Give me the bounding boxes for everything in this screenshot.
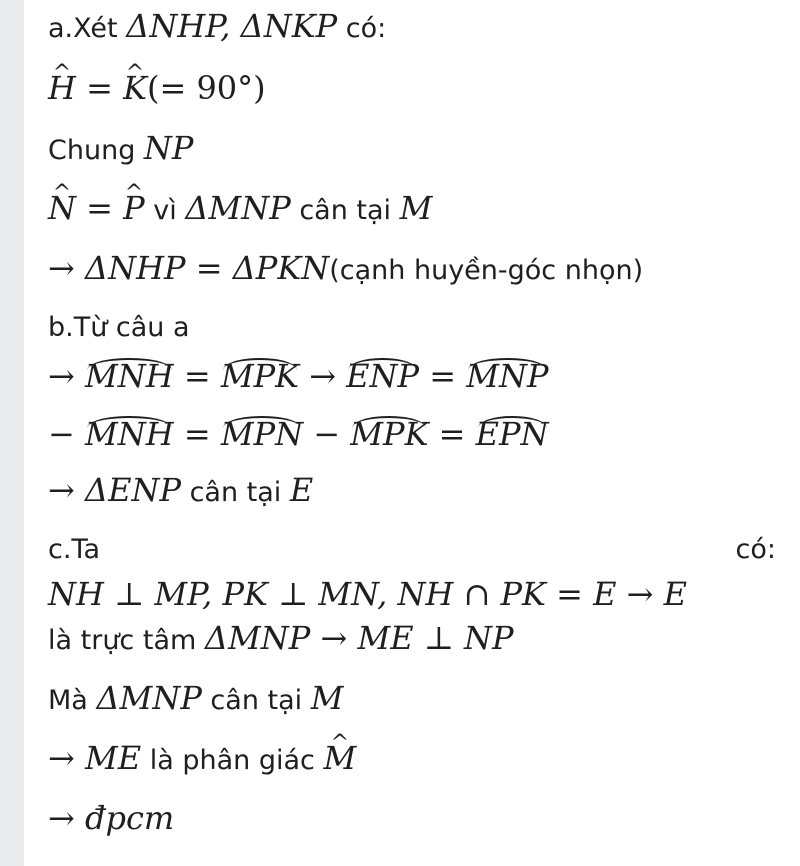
angle-arc: MPN <box>220 415 304 453</box>
math: NP <box>143 129 194 167</box>
line-angle-n-p <box>48 188 776 231</box>
line-angle-arcs-2 <box>48 414 776 457</box>
math: NH ⊥ MP, PK ⊥ MN, NH ∩ PK = E → E <box>48 575 687 613</box>
math: → <box>48 799 85 837</box>
angle-arc: EPN <box>475 415 549 453</box>
angle-arc: MNH <box>84 357 174 395</box>
line-part-b-header <box>48 308 776 348</box>
line-angle-arcs-1 <box>48 356 776 399</box>
math: = <box>419 357 467 395</box>
text: a.Xét <box>48 13 127 44</box>
text: có: <box>337 13 387 44</box>
math: = <box>173 357 221 395</box>
math: M <box>399 189 433 227</box>
angle-arc: MPK <box>350 415 429 453</box>
line-orthocenter <box>48 618 776 661</box>
math: → <box>48 357 85 395</box>
math: ΔMNP <box>96 679 202 717</box>
math: M <box>310 679 344 717</box>
line-isosceles-mnp <box>48 678 776 721</box>
angle-n: ^ N <box>48 188 76 228</box>
line-conclusion <box>48 798 776 841</box>
math: → <box>299 357 347 395</box>
angle-arc: ENP <box>346 357 420 395</box>
math: E <box>289 471 314 509</box>
line-isosceles-enp <box>48 470 776 513</box>
solution-page <box>24 0 800 866</box>
text: là phân giác <box>141 745 324 776</box>
math: ΔMNP <box>185 189 291 227</box>
math: đpcm <box>84 799 175 837</box>
text: b.Từ câu a <box>48 312 190 343</box>
math: ΔMNP → ME ⊥ NP <box>204 619 514 657</box>
text: c.Ta <box>48 534 100 565</box>
math: ΔNHP, ΔNKP <box>126 7 338 45</box>
text: Mà <box>48 685 97 716</box>
math: → ΔENP <box>48 471 181 509</box>
text: có: <box>735 534 776 565</box>
text: cân tại <box>290 195 400 226</box>
angle-k: ^ K <box>123 68 147 108</box>
line-triangle-congruence <box>48 248 776 291</box>
line-angle-equality <box>48 68 776 111</box>
line-part-c-header <box>48 530 776 570</box>
line-bisector <box>48 738 776 781</box>
angle-arc: MPK <box>220 357 300 395</box>
math: = <box>76 189 124 227</box>
math: (= 90°) <box>146 69 266 107</box>
angle-p: ^ P <box>123 188 145 228</box>
math: → ME <box>48 739 142 777</box>
math: − <box>303 415 351 453</box>
text: Chung <box>48 135 144 166</box>
math: = <box>75 69 124 107</box>
text: cân tại <box>180 477 290 508</box>
text: vì <box>144 195 186 226</box>
angle-arc: MNP <box>466 357 549 395</box>
math: → ΔNHP = ΔPKN <box>48 249 330 287</box>
math: − <box>48 415 85 453</box>
line-perpendiculars <box>48 574 776 617</box>
angle-h: ^ H <box>48 68 76 108</box>
angle-m: ^ M <box>323 738 356 778</box>
line-part-a-header <box>48 6 776 49</box>
text: (cạnh huyền-góc nhọn) <box>329 255 644 286</box>
math: = <box>173 415 221 453</box>
angle-arc: MNH <box>84 415 174 453</box>
text: là trực tâm <box>48 625 205 656</box>
math: = <box>428 415 476 453</box>
text: cân tại <box>201 685 311 716</box>
line-common-side <box>48 128 776 171</box>
